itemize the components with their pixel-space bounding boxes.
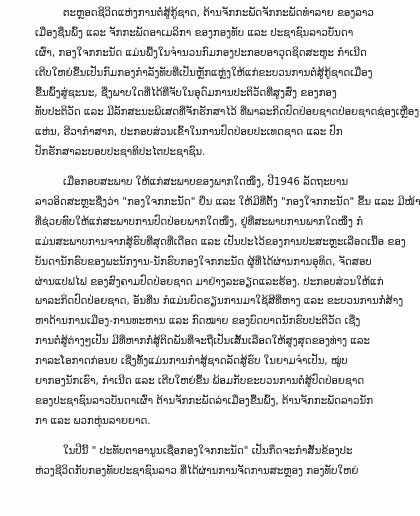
- paragraph-line: ແມ່ນສະພາບການຈາກສູ້ຮົບທີ່ສຸດທີ່ເດືອດ ແລະ ເປັນປະໄວ້ຂອງການປະສະຫຼະເລືອດເນື້ອ ຂອງ: [35, 236, 406, 248]
- paragraph-line: ເຕີບໃຫຍ່ຂື້ນເປັນກົມກອງກຳລັງທັບທີ່ເປັນຫຼັກແຫຼ່ງໃຫ້ແກ່ຂະບວນການຕໍ່ສູ້ກູ້ຊາດເມື່ອງ: [35, 67, 373, 79]
- paragraph-line: ພາລະກິດປົດປ່ອຍຊາດ, ອັນທີ່ນ ກໍແມ່ນບົດຮຽນການມາໃຊ້ສີທີ່ຫາງ ແລະ ຂະບວນການກໍ່ສ້າງ: [35, 296, 404, 308]
- paragraph-line: ທັບປະຕິວັດ ແລະ ມີລັກສະນະພິເສດທີ່ຈັກຮັກສາໄວ້ ທີ່ພາລະກິດປົດປ່ອຍຊາດປ່ອຍຊາດຊ່ອງເຫຼືອງ: [35, 107, 420, 119]
- paragraph-line: ກາລະໂອກາດກ່ອນຍ ເຊີ່ງທັ້ງແມ່ນການກຳສູ້ຊາດລັດສູ້ຮົບ ໃນຍາມຈຳເປັນ, ໝູ່ບ: [35, 356, 348, 368]
- paragraph-line: ຕະຫຼອດຊີວິດແຫ່ງການຕໍ່ສູ້ກູ້ຊາດ, ຕ້ານຈັກກະພັດຈັກກະພັດທຳລາຍ ຂອງລາວ: [63, 8, 374, 19]
- paragraph-line: ຂອງປະຊາຊົນລາວບັນດາເຜົ່າ ຕ້ານຈັກກະພັດລ່າເມື່ອງຂື້ນພົ້ງ, ຕ້ານຈັກກະພັດລາວນັກ: [35, 395, 374, 407]
- paragraph-spacer: [35, 432, 370, 442]
- paragraph-line: ຫາດ້ານການເມືອງ-ການທະຫານ ແລະ ກົດໝາຍ ຂອງບົດບາດນັກຮົບປະຕິວັດ ເຊື່ງ: [35, 316, 361, 328]
- paragraph-line: ໃນປີນີ້ " ປະທັບຕາອານູນເຊື່ອກອງໃຈກກະນັດ" ເປັນກຶດຈະກຳສັ້ນຂ້ອງປະ: [63, 445, 353, 457]
- paragraph-line: ລາວອິດສະຫຼະຊື່ງວ່າ "ກອງໃຈກກະນັດ" ຍື່ນ ແລະ ໃຫ້ມີທີ່ຕັ້ງ "ກອງໃຈກກະນັດ" ຂື້ນ ແລະ ມີໜ້າ: [35, 197, 420, 209]
- paragraph-line: ເມື່ອກອບສະພາບ ໃຫ້ແກ່ສະພາບຂອງພາກໃດໜຶ່ງ, ປີ1946 ລັດຖະບານ: [63, 177, 349, 189]
- paragraph-line: ຂື້ນພົ້ງສູ່ຊະນະ, ຊື່ງພາບໃດທີ່ໄດ້ທີ່ຈັບໃນອຸດົມການປະຕິວັດທີ່ສູງສົ່ງ ຂອງກອງ: [35, 87, 337, 99]
- paragraph-line: ເຜົ່າ, ກອງໃຈກກະນັດ ແມ່ນພື້ງໃນຈຳນວນກົມກອງປະກອບອາວຸດຊິດສະຫູະ ກຳເນີດ: [35, 47, 367, 59]
- paragraph-line: ກາ ແລະ ພວກຫຸ່ນລາຍຍາດ.: [35, 415, 151, 427]
- paragraph-line: ແຫ່ນ, ຮີວາກຳສາກ, ປະກອບສ່ວນເຂົ້າໃນການປົດປ່ອຍປະເທດຊາດ ແລະ ປົກ: [35, 127, 343, 139]
- paragraph-line: ຜ່ານແປຟໄຟ ຂອງສົງຄາມປົດປ່ອຍຊາດ ມາຢ່າງລະອຽດແລະຮ້ອງ. ປະກອບສ່ວນໃຫ້ແກ່: [35, 276, 384, 288]
- paragraph-line: ທີ່ຊ່ວຍທົບໃຫ້ແກ່ສະພາບການປົດປ່ອຍພາກໃດໜຶ່ງ, ຢູ່ທີ່ສະພາບການພາກໃດໜຶ່ງ ກໍ: [35, 216, 363, 228]
- paragraph-line: ການຕໍ່ສູ້ຕ່າງໆເປັນ ມີທີ່ຫາກກໍ່ສູ້ຕິດພັນທີ່ຈະຖືເປັນເສັ້ນເລືອດໃຫ້ສູງສຸດຂອງທ່າງ ແລະ: [35, 336, 370, 348]
- body-text: [35, 4, 420, 481]
- paragraph-line: ເມື່ອງຊື່ນພົ້ງ ແລະ ຈັກກະພັດອາເມລິກາ ຂອງກອງທັບ ແລະ ປະຊາຊົນລາວບັນດາ: [35, 27, 354, 39]
- paragraph-line: ຍາກອງນັກເຮົາ, ກຳເນີດ ແລະ ເຕີບໃຫຍ່ຂື້ນ ພ້ອມກັບຂະບວນການຕໍ່ສູ້ປົດປ່ອຍຊາດ: [35, 376, 365, 388]
- paragraph-line: ປັກຮັກສາລະບອບປະຊາທິປະໄຕປະຊາຊົນ.: [35, 147, 206, 159]
- paragraph-line: ຫ່ວງຊີວິດກັບກອງທັບປະຊາຊົນລາວ ທີ່ໄດ້ຜ່ານການຈັດການສະຫຼອງ ກອງທັບໃຫຍ່: [35, 465, 359, 477]
- paragraph-line: ບັນດານັກຮົບຂອງພະນັກງານ-ນັກຮົບກອງໃຈກກະນັດ ຜູ້ທີ່ໄດ້ຜ່ານການອຸທິດ, ຈັດສອບ: [35, 256, 372, 268]
- paragraph-spacer: [35, 163, 370, 173]
